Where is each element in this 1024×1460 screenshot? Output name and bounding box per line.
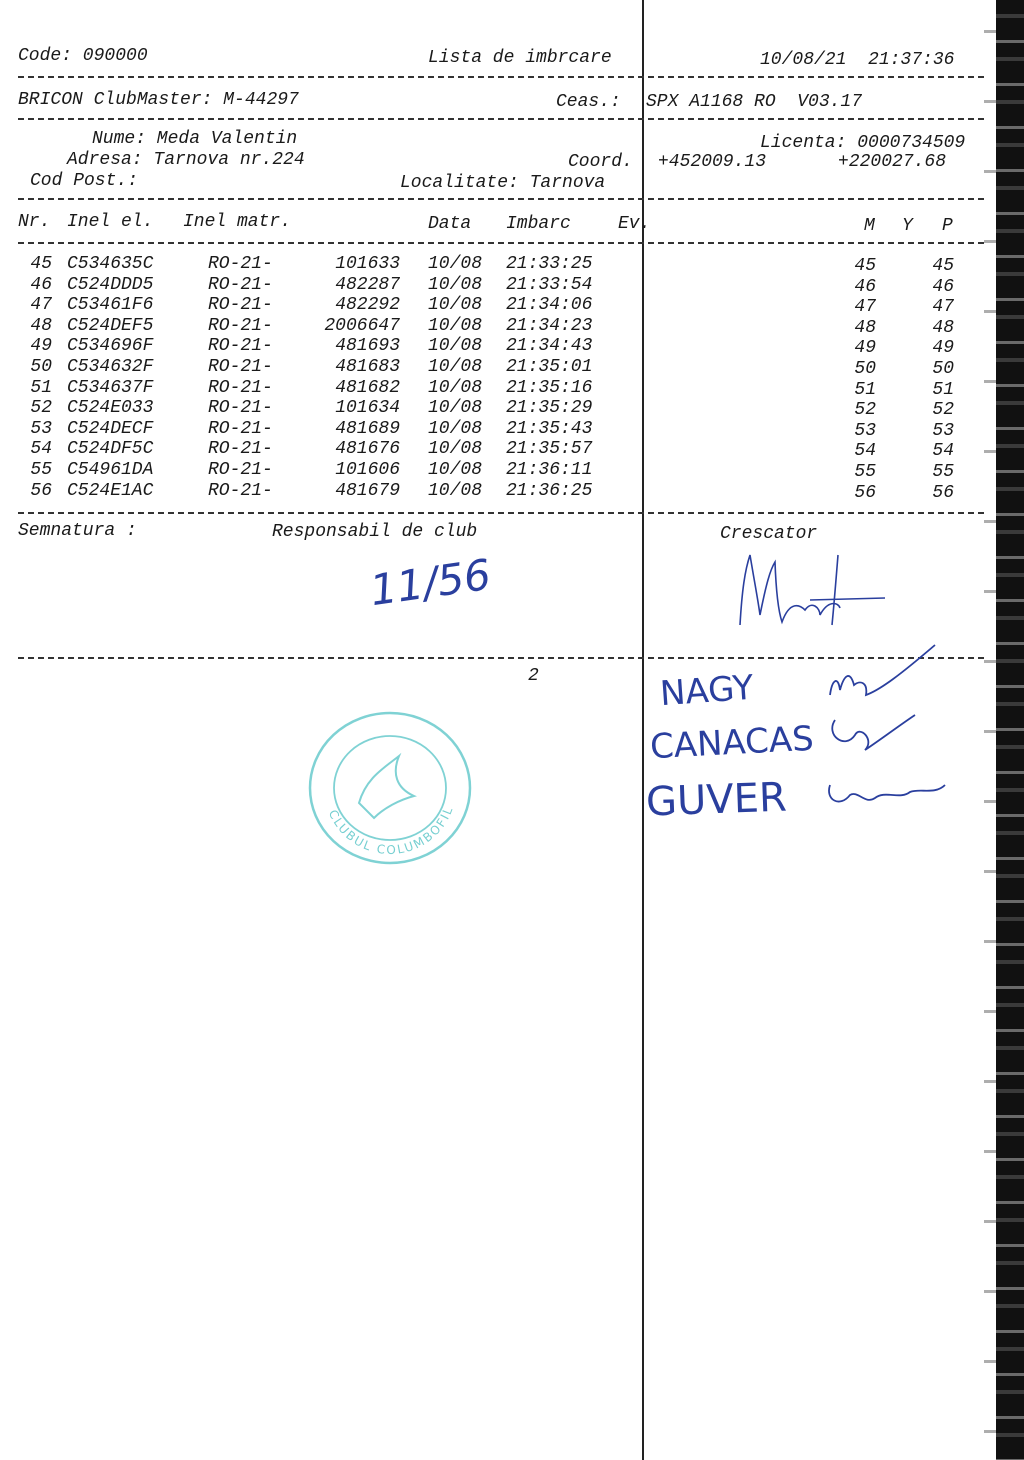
- row-prefix: RO-21-: [208, 377, 273, 398]
- club-responsible-label: Responsabil de club: [272, 522, 478, 542]
- row-data: 10/08: [428, 315, 483, 336]
- col-header-ev: Ev.: [618, 214, 651, 234]
- col-header-nr: Nr.: [18, 212, 51, 232]
- row-inel-el: C534635C: [67, 254, 154, 274]
- row-m: 54: [854, 441, 876, 462]
- handwritten-name-1: NAGY: [658, 667, 755, 715]
- breeder-signature: [720, 530, 890, 640]
- coord-lat: +452009.13: [658, 152, 767, 172]
- col-header-data: Data: [428, 214, 472, 234]
- row-prefix: RO-21-: [208, 418, 273, 439]
- row-nr: 56: [30, 480, 52, 501]
- row-inel-el: C53461F6: [67, 295, 154, 316]
- row-p: 53: [932, 420, 954, 441]
- row-inel-el: C534637F: [67, 377, 154, 398]
- row-prefix: RO-21-: [208, 336, 273, 357]
- row-ora: 21:34:43: [506, 336, 593, 357]
- row-matr: 101634: [335, 398, 400, 419]
- row-p: 45: [932, 256, 954, 276]
- row-ora: 21:35:29: [506, 398, 593, 419]
- row-data: 10/08: [428, 357, 483, 377]
- handwritten-name-3: GUVER: [645, 774, 788, 826]
- row-m: 53: [854, 420, 876, 441]
- coord-lon: +220027.68: [838, 152, 947, 172]
- row-m: 49: [854, 338, 876, 359]
- club-name: BRICON ClubMaster: M-44297: [18, 90, 299, 110]
- separator: [18, 76, 984, 78]
- row-ora: 21:34:06: [506, 295, 593, 316]
- row-data: 10/08: [428, 254, 483, 274]
- page-number: 2: [528, 666, 539, 686]
- separator: [18, 198, 984, 200]
- row-nr: 49: [30, 336, 52, 357]
- col-header-inel-matr: Inel matr.: [183, 212, 292, 232]
- row-nr: 55: [30, 460, 52, 480]
- row-m: 47: [854, 297, 876, 318]
- row-matr: 101606: [335, 460, 400, 480]
- row-ora: 21:36:25: [506, 480, 593, 501]
- owner-address: Adresa: Tarnova nr.224: [67, 150, 305, 170]
- col-header-p: P: [942, 216, 953, 236]
- row-matr: 482287: [335, 274, 400, 295]
- separator: [18, 118, 984, 120]
- club-stamp: [304, 708, 476, 868]
- row-nr: 54: [30, 439, 52, 460]
- row-inel-el: C534632F: [67, 357, 154, 377]
- row-matr: 2006647: [324, 315, 400, 336]
- stamp-text: CLUBUL COLUMBOFIL: [325, 803, 457, 858]
- row-matr: 481689: [335, 418, 400, 439]
- row-p: 55: [932, 462, 954, 482]
- handwritten-name-2: CANACAS: [649, 718, 815, 768]
- row-p: 49: [932, 338, 954, 359]
- document-title: Lista de imbrcare: [428, 48, 612, 68]
- row-data: 10/08: [428, 377, 483, 398]
- row-p: 50: [932, 359, 954, 379]
- row-prefix: RO-21-: [208, 295, 273, 316]
- row-matr: 482292: [335, 295, 400, 316]
- row-prefix: RO-21-: [208, 254, 273, 274]
- row-inel-el: C524DECF: [67, 418, 154, 439]
- row-matr: 101633: [335, 254, 400, 274]
- row-data: 10/08: [428, 480, 483, 501]
- row-data: 10/08: [428, 460, 483, 480]
- row-data: 10/08: [428, 418, 483, 439]
- owner-name: Nume: Meda Valentin: [92, 129, 298, 149]
- row-matr: 481679: [335, 480, 400, 501]
- row-inel-el: C524DEF5: [67, 315, 154, 336]
- row-data: 10/08: [428, 398, 483, 419]
- handwritten-signatures: [820, 640, 960, 840]
- col-header-y: Y: [902, 216, 913, 236]
- row-p: 52: [932, 400, 954, 421]
- row-m: 55: [854, 462, 876, 482]
- row-inel-el: C54961DA: [67, 460, 154, 480]
- row-prefix: RO-21-: [208, 480, 273, 501]
- row-data: 10/08: [428, 336, 483, 357]
- row-prefix: RO-21-: [208, 460, 273, 480]
- row-m: 56: [854, 482, 876, 503]
- print-datetime: 10/08/21 21:37:36: [760, 50, 955, 70]
- row-p: 54: [932, 441, 954, 462]
- row-p: 47: [932, 297, 954, 318]
- row-inel-el: C524DF5C: [67, 439, 154, 460]
- row-matr: 481683: [335, 357, 400, 377]
- row-p: 46: [932, 276, 954, 297]
- scan-edge-artifact: [996, 0, 1024, 1460]
- row-nr: 53: [30, 418, 52, 439]
- row-prefix: RO-21-: [208, 315, 273, 336]
- postal-code: Cod Post.:: [30, 171, 139, 191]
- row-data: 10/08: [428, 274, 483, 295]
- row-inel-el: C524E1AC: [67, 480, 154, 501]
- row-ora: 21:35:01: [506, 357, 593, 377]
- row-inel-el: C534696F: [67, 336, 154, 357]
- license: Licenta: 0000734509: [760, 133, 966, 153]
- breeder-label: Crescator: [720, 524, 818, 544]
- row-prefix: RO-21-: [208, 398, 273, 419]
- row-m: 52: [854, 400, 876, 421]
- row-m: 46: [854, 276, 876, 297]
- ceas-label: Ceas.:: [556, 92, 621, 112]
- row-ora: 21:33:25: [506, 254, 593, 274]
- coord-label: Coord.: [568, 152, 633, 172]
- row-m: 45: [854, 256, 876, 276]
- handwritten-club-note: 11/56: [367, 549, 494, 616]
- col-header-m: M: [864, 216, 875, 236]
- col-header-inel-el: Inel el.: [67, 212, 154, 232]
- row-data: 10/08: [428, 439, 483, 460]
- row-inel-el: C524E033: [67, 398, 154, 419]
- col-header-imbarc: Imbarc: [506, 214, 571, 234]
- separator: [18, 512, 984, 514]
- row-matr: 481682: [335, 377, 400, 398]
- locality: Localitate: Tarnova: [400, 173, 606, 193]
- row-nr: 45: [30, 254, 52, 274]
- row-matr: 481693: [335, 336, 400, 357]
- separator: [18, 242, 984, 244]
- row-p: 48: [932, 317, 954, 338]
- row-ora: 21:36:11: [506, 460, 593, 480]
- signature-label: Semnatura :: [18, 521, 137, 541]
- row-p: 56: [932, 482, 954, 503]
- row-nr: 51: [30, 377, 52, 398]
- row-p: 51: [932, 379, 954, 400]
- row-ora: 21:34:23: [506, 315, 593, 336]
- row-prefix: RO-21-: [208, 274, 273, 295]
- row-nr: 47: [30, 295, 52, 316]
- row-ora: 21:35:57: [506, 439, 593, 460]
- row-ora: 21:35:16: [506, 377, 593, 398]
- row-nr: 48: [30, 315, 52, 336]
- scan-edge-noise: [984, 0, 996, 1460]
- row-nr: 46: [30, 274, 52, 295]
- row-m: 48: [854, 317, 876, 338]
- row-nr: 50: [30, 357, 52, 377]
- row-data: 10/08: [428, 295, 483, 316]
- row-nr: 52: [30, 398, 52, 419]
- row-inel-el: C524DDD5: [67, 274, 154, 295]
- row-ora: 21:35:43: [506, 418, 593, 439]
- row-m: 51: [854, 379, 876, 400]
- row-matr: 481676: [335, 439, 400, 460]
- row-ora: 21:33:54: [506, 274, 593, 295]
- row-prefix: RO-21-: [208, 439, 273, 460]
- row-m: 50: [854, 359, 876, 379]
- row-prefix: RO-21-: [208, 357, 273, 377]
- code-label: Code: 090000: [18, 46, 148, 66]
- ceas-value: SPX A1168 RO V03.17: [646, 92, 863, 112]
